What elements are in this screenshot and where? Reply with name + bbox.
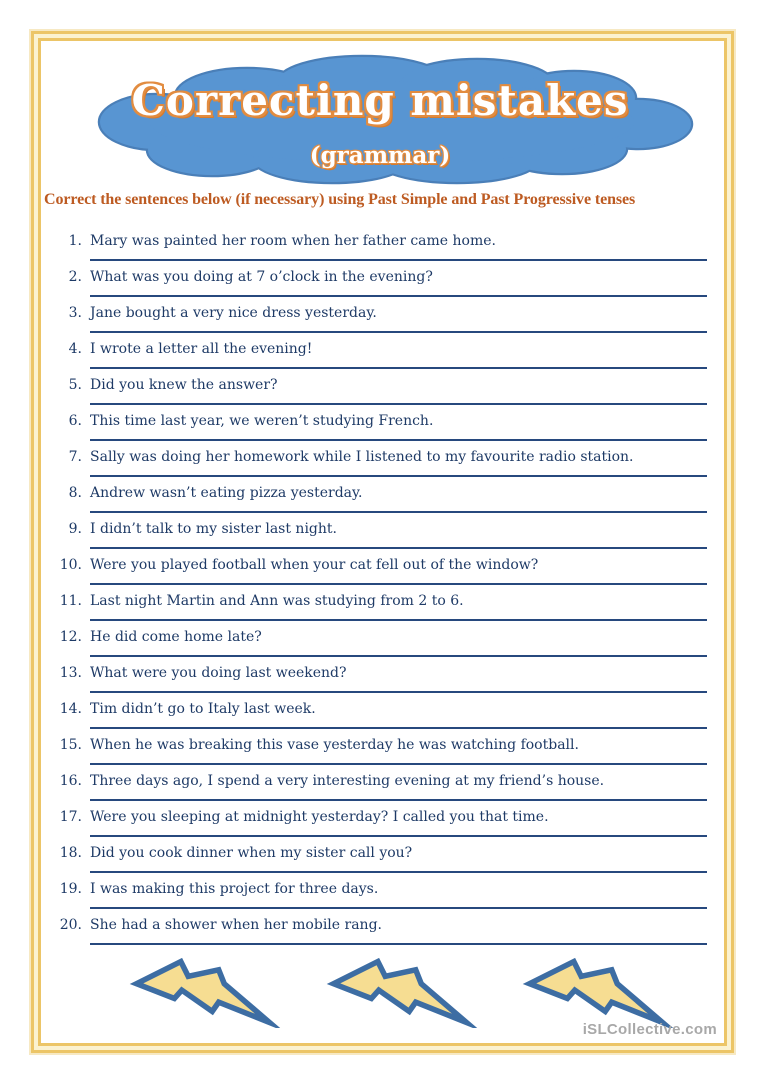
item-sentence: I didn’t talk to my sister last night.: [90, 521, 337, 537]
list-item: [44, 412, 707, 448]
watermark: iSLCollective.com: [582, 1021, 717, 1038]
item-sentence: When he was breaking this vase yesterday he was watching football.: [90, 737, 579, 753]
item-number: 5.: [68, 377, 82, 393]
item-number: 14.: [59, 701, 82, 717]
sentence-list: [44, 232, 707, 952]
item-sentence: Mary was painted her room when her father came home.: [90, 233, 496, 249]
item-number: 2.: [68, 269, 82, 285]
answer-line: [90, 547, 707, 549]
item-sentence: She had a shower when her mobile rang.: [90, 917, 382, 933]
item-sentence: Did you cook dinner when my sister call you?: [90, 845, 413, 861]
lightning-bolt-icon: [515, 956, 677, 1028]
page-title: Correcting mistakes: [131, 76, 629, 125]
item-number: 13.: [59, 665, 82, 681]
list-item: [44, 628, 707, 664]
item-sentence: Andrew wasn’t eating pizza yesterday.: [90, 485, 363, 501]
list-item: [44, 448, 707, 484]
item-sentence: Did you knew the answer?: [90, 377, 278, 393]
item-sentence: Jane bought a very nice dress yesterday.: [90, 305, 377, 321]
item-number: 16.: [59, 773, 82, 789]
item-sentence: I wrote a letter all the evening!: [90, 341, 313, 357]
lightning-bolt-icon: [319, 956, 481, 1028]
item-number: 8.: [68, 485, 82, 501]
answer-line: [90, 727, 707, 729]
answer-line: [90, 619, 707, 621]
answer-line: [90, 763, 707, 765]
item-number: 17.: [59, 809, 82, 825]
item-sentence: He did come home late?: [90, 629, 262, 645]
list-item: [44, 916, 707, 952]
item-number: 4.: [68, 341, 82, 357]
item-number: 1.: [68, 233, 82, 249]
lightning-row: [44, 956, 707, 1030]
item-number: 15.: [59, 737, 82, 753]
item-number: 11.: [59, 593, 82, 609]
item-number: 20.: [59, 917, 82, 933]
answer-line: [90, 511, 707, 513]
list-item: [44, 880, 707, 916]
item-sentence: Were you played football when your cat fell out of the window?: [90, 557, 539, 573]
title-banner: [62, 52, 698, 188]
list-item: [44, 232, 707, 268]
answer-line: [90, 259, 707, 261]
item-number: 9.: [68, 521, 82, 537]
item-number: 7.: [68, 449, 82, 465]
answer-line: [90, 907, 707, 909]
answer-line: [90, 295, 707, 297]
item-number: 19.: [59, 881, 82, 897]
item-sentence: Three days ago, I spend a very interesting evening at my friend’s house.: [90, 773, 605, 789]
item-number: 3.: [68, 305, 82, 321]
item-number: 10.: [59, 557, 82, 573]
item-number: 12.: [59, 629, 82, 645]
list-item: [44, 340, 707, 376]
page-subtitle: (grammar): [309, 142, 451, 169]
list-item: [44, 268, 707, 304]
item-sentence: What was you doing at 7 o’clock in the evening?: [90, 269, 433, 285]
list-item: [44, 520, 707, 556]
item-number: 18.: [59, 845, 82, 861]
list-item: [44, 808, 707, 844]
item-sentence: Tim didn’t go to Italy last week.: [90, 701, 316, 717]
item-sentence: I was making this project for three days.: [90, 881, 379, 897]
item-number: 6.: [68, 413, 82, 429]
item-sentence: Sally was doing her homework while I listened to my favourite radio station.: [90, 449, 634, 465]
list-item: [44, 772, 707, 808]
item-sentence: This time last year, we weren’t studying French.: [90, 413, 434, 429]
answer-line: [90, 439, 707, 441]
answer-line: [90, 475, 707, 477]
item-sentence: What were you doing last weekend?: [90, 665, 347, 681]
list-item: [44, 664, 707, 700]
answer-line: [90, 367, 707, 369]
list-item: [44, 700, 707, 736]
answer-line: [90, 403, 707, 405]
list-item: [44, 556, 707, 592]
answer-line: [90, 943, 707, 945]
answer-line: [90, 799, 707, 801]
list-item: [44, 844, 707, 880]
list-item: [44, 736, 707, 772]
answer-line: [90, 655, 707, 657]
answer-line: [90, 583, 707, 585]
item-sentence: Were you sleeping at midnight yesterday? I called you that time.: [90, 809, 549, 825]
answer-line: [90, 691, 707, 693]
list-item: [44, 592, 707, 628]
list-item: [44, 376, 707, 412]
item-sentence: Last night Martin and Ann was studying from 2 to 6.: [90, 593, 464, 609]
answer-line: [90, 835, 707, 837]
lightning-bolt-icon: [122, 956, 284, 1028]
answer-line: [90, 871, 707, 873]
list-item: [44, 304, 707, 340]
answer-line: [90, 331, 707, 333]
instructions-text: Correct the sentences below (if necessary) using Past Simple and Past Progressive tenses: [44, 191, 636, 208]
list-item: [44, 484, 707, 520]
